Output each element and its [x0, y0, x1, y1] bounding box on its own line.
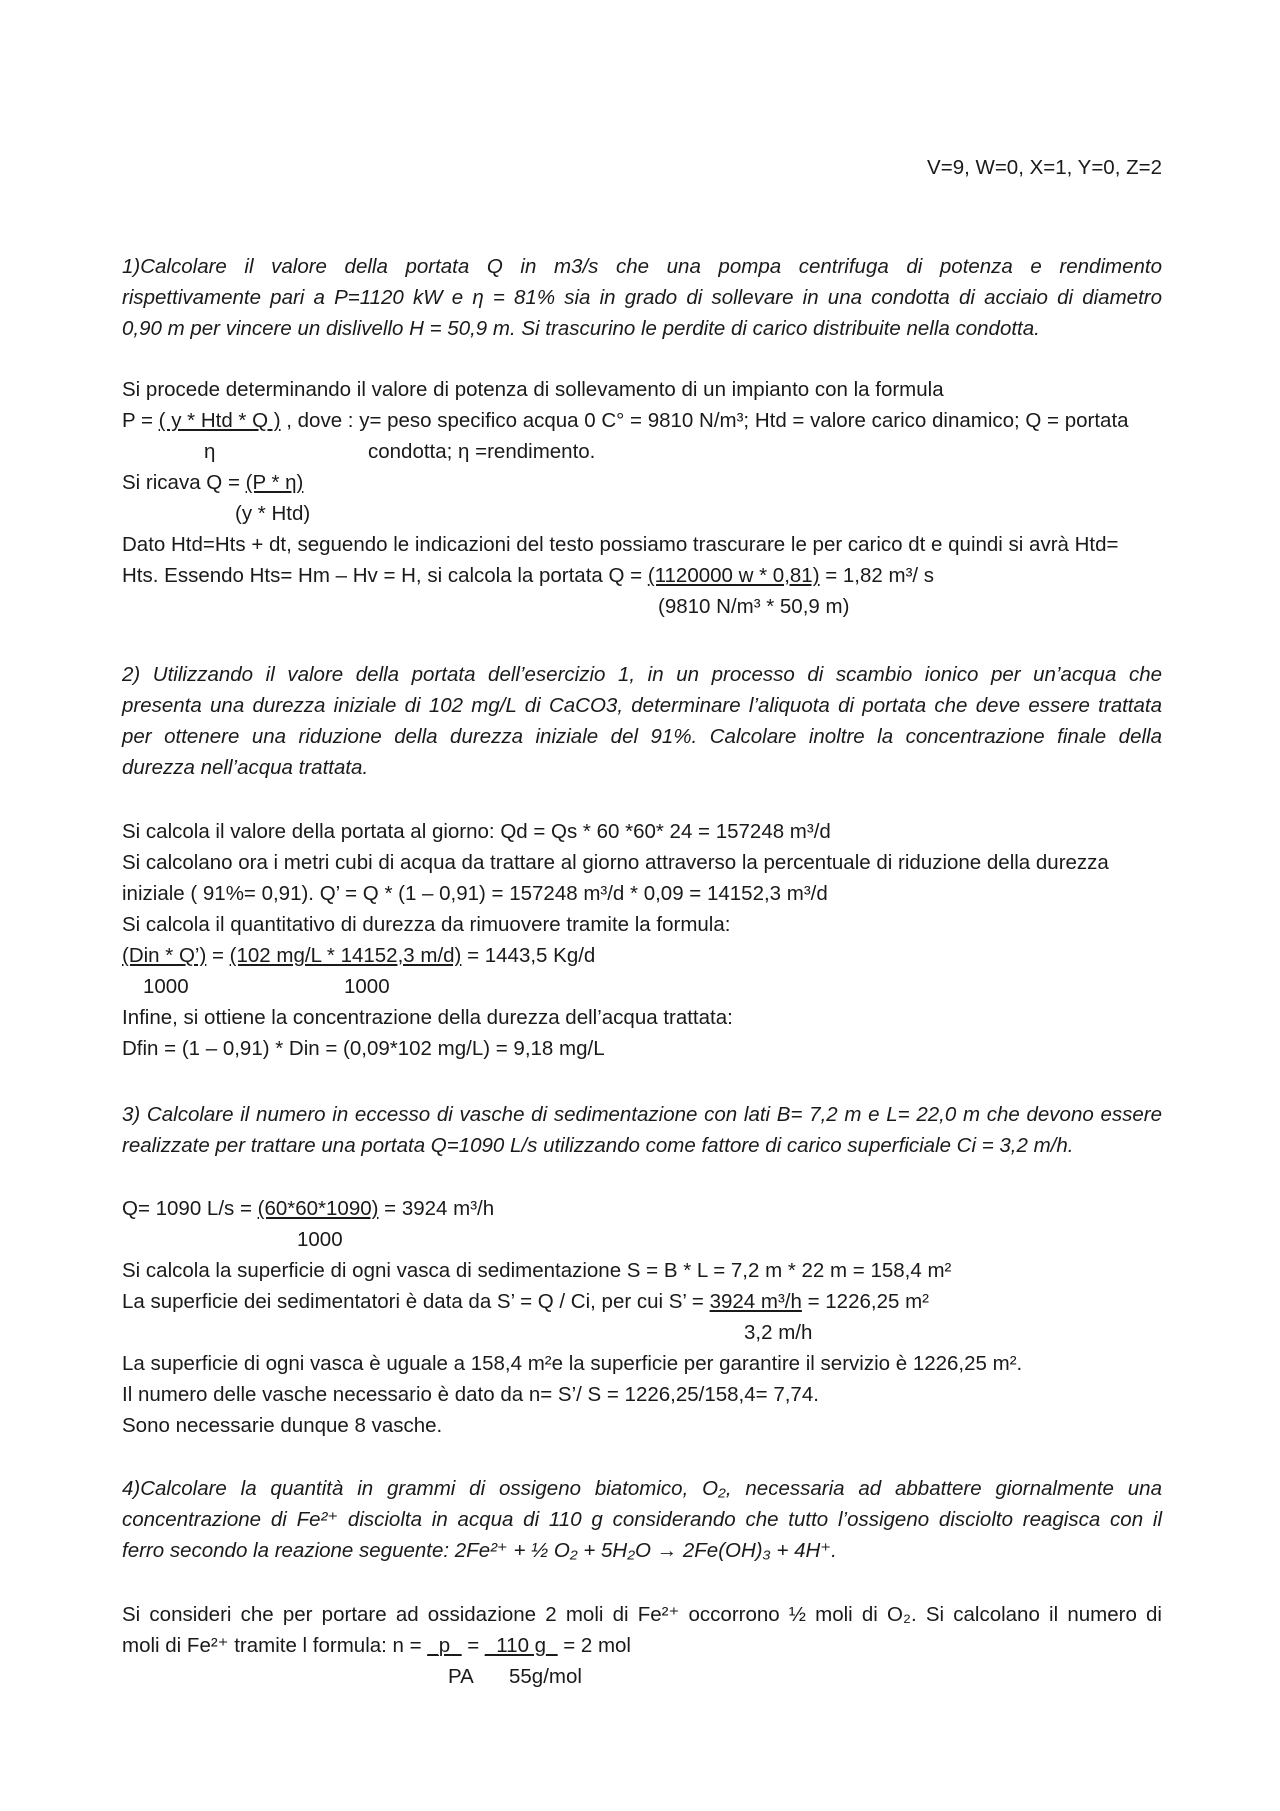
formula-numerator: (60*60*1090): [257, 1197, 379, 1220]
ex2-answer-line-7: Infine, si ottiene la concentrazione della durezza dell’acqua trattata:: [122, 1006, 733, 1029]
ex1-answer-line-6: Dato Htd=Hts + dt, seguendo le indicazioni del testo possiamo trascurare le per carico dt e quindi si avrà Htd=: [122, 533, 1119, 556]
formula-numerator: (Din * Q’): [122, 944, 207, 967]
ex3-question-line-1: 3) Calcolare il numero in eccesso di vasche di sedimentazione con lati B= 7,2 m e L= 22,0 m che devono essere: [122, 1103, 1162, 1126]
formula-denominator: 55g/mol: [509, 1665, 582, 1688]
ex2-question-line-1: 2) Utilizzando il valore della portata dell’esercizio 1, in un processo di scambio ionico per un’acqua che: [122, 663, 1162, 686]
formula-numerator: 3924 m³/h: [709, 1290, 802, 1313]
ex1-q-formula: [122, 467, 303, 498]
ex4-moles-formula: [122, 1630, 631, 1661]
formula-denominator: PA: [448, 1665, 474, 1688]
text: P =: [122, 409, 159, 432]
ex4-question-line-3: ferro secondo la reazione seguente: 2Fe²⁺ + ½ O₂ + 5H₂O → 2Fe(OH)₃ + 4H⁺.: [122, 1539, 837, 1562]
ex1-answer-line-3: condotta; η =rendimento.: [368, 440, 596, 463]
ex1-result-formula: [122, 560, 934, 591]
text: Q= 1090 L/s =: [122, 1197, 258, 1220]
document-code: V=9, W=0, X=1, Y=0, Z=2: [927, 156, 1162, 179]
ex2-answer-line-1: Si calcola il valore della portata al giorno: Qd = Qs * 60 *60* 24 = 157248 m³/d: [122, 820, 831, 843]
text: , dove : y= peso specifico acqua 0 C° = 9810 N/m³; Htd = valore carico dinamico; Q = portata: [280, 409, 1129, 432]
text: = 1226,25 m²: [801, 1290, 929, 1313]
text: La superficie dei sedimentatori è data da S’ = Q / Ci, per cui S’ =: [122, 1290, 710, 1313]
text: moli di Fe²⁺ tramite l formula: n =: [122, 1634, 428, 1657]
formula-numerator: ( y * Htd * Q ): [158, 409, 281, 432]
ex3-flow-formula: [122, 1193, 494, 1224]
ex2-hardness-formula: [122, 940, 595, 971]
formula-denominator: 1000: [297, 1228, 343, 1251]
ex2-question-line-2: presenta una durezza iniziale di 102 mg/L di CaCO3, determinare l’aliquota di portata che deve essere trattata: [122, 694, 1162, 717]
text: = 1,82 m³/ s: [819, 564, 935, 587]
formula-numerator: _110 g_: [484, 1634, 558, 1657]
formula-numerator: _p_: [427, 1634, 462, 1657]
ex2-answer-line-4: Si calcola il quantitativo di durezza da rimuovere tramite la formula:: [122, 913, 731, 936]
ex2-answer-line-3: iniziale ( 91%= 0,91). Q’ = Q * (1 – 0,91) = 157248 m³/d * 0,09 = 14152,3 m³/d: [122, 882, 828, 905]
text: = 1443,5 Kg/d: [461, 944, 596, 967]
ex1-power-formula: [122, 405, 1129, 436]
formula-denominator: 1000: [143, 975, 189, 998]
text: =: [206, 944, 230, 967]
ex3-question-line-2: realizzate per trattare una portata Q=1090 L/s utilizzando come fattore di carico superficiale Ci = 3,2 m/h.: [122, 1134, 1074, 1157]
formula-denominator: (y * Htd): [235, 502, 311, 525]
text: Si ricava Q =: [122, 471, 246, 494]
text: =: [461, 1634, 485, 1657]
ex3-answer-line-3: Si calcola la superficie di ogni vasca di sedimentazione S = B * L = 7,2 m * 22 m = 158,4 m²: [122, 1259, 952, 1282]
ex4-answer-line-1: Si consideri che per portare ad ossidazione 2 moli di Fe²⁺ occorrono ½ moli di O₂. Si calcolano il numero di: [122, 1603, 1162, 1626]
text: = 3924 m³/h: [378, 1197, 495, 1220]
formula-denominator: 1000: [344, 975, 390, 998]
formula-numerator: (1120000 w * 0,81): [647, 564, 820, 587]
text: = 2 mol: [557, 1634, 631, 1657]
ex2-answer-line-2: Si calcolano ora i metri cubi di acqua da trattare al giorno attraverso la percentuale di riduzione della durezza: [122, 851, 1109, 874]
ex1-question-line-3: 0,90 m per vincere un dislivello H = 50,9 m. Si trascurino le perdite di carico distribuite nella condotta.: [122, 317, 1040, 340]
ex3-answer-line-8: Sono necessarie dunque 8 vasche.: [122, 1414, 443, 1437]
ex2-answer-line-8: Dfin = (1 – 0,91) * Din = (0,09*102 mg/L) = 9,18 mg/L: [122, 1037, 605, 1060]
formula-numerator: (P * η): [245, 471, 304, 494]
formula-denominator-eta: η: [204, 440, 216, 463]
ex2-question-line-4: durezza nell’acqua trattata.: [122, 756, 369, 779]
formula-numerator: (102 mg/L * 14152,3 m/d): [229, 944, 462, 967]
formula-denominator: 3,2 m/h: [744, 1321, 813, 1344]
formula-denominator: (9810 N/m³ * 50,9 m): [658, 595, 850, 618]
ex4-question-line-2: concentrazione di Fe²⁺ disciolta in acqua di 110 g considerando che tutto l’ossigeno disciolto reagisca con il: [122, 1508, 1162, 1531]
ex1-answer-line-1: Si procede determinando il valore di potenza di sollevamento di un impianto con la formula: [122, 378, 944, 401]
ex2-question-line-3: per ottenere una riduzione della durezza iniziale del 91%. Calcolare inoltre la concentrazione finale della: [122, 725, 1162, 748]
ex3-surface-formula: [122, 1286, 929, 1317]
ex4-question-line-1: 4)Calcolare la quantità in grammi di ossigeno biatomico, O₂, necessaria ad abbattere giornalmente una: [122, 1477, 1162, 1500]
text: Hts. Essendo Hts= Hm – Hv = H, si calcola la portata Q =: [122, 564, 648, 587]
ex1-question-line-2: rispettivamente pari a P=1120 kW e η = 81% sia in grado di sollevare in una condotta di acciaio di diametro: [122, 286, 1162, 309]
ex1-question-line-1: 1)Calcolare il valore della portata Q in m3/s che una pompa centrifuga di potenza e rendimento: [122, 255, 1162, 278]
ex3-answer-line-6: La superficie di ogni vasca è uguale a 158,4 m²e la superficie per garantire il servizio è 1226,25 m².: [122, 1352, 1023, 1375]
ex3-answer-line-7: Il numero delle vasche necessario è dato da n= S’/ S = 1226,25/158,4= 7,74.: [122, 1383, 819, 1406]
